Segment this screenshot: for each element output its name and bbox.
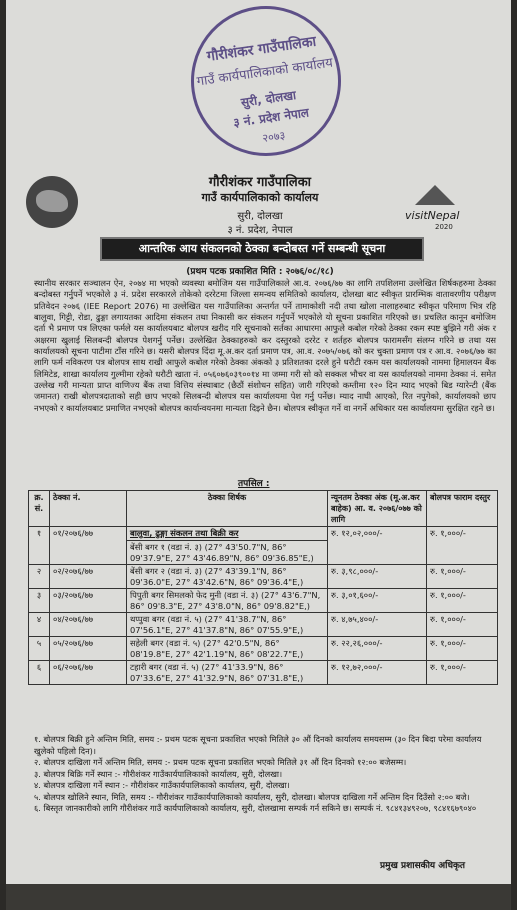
stamp-line: गौरीशंकर गाउँपालिका bbox=[205, 33, 318, 65]
note-item: ६. बिस्तृत जानकारीको लागि गौरीशंकर गाउँ कार्यपालिकाको कार्यालय, सुरी, दोलखामा सम्पर्क गर्न सकिने छ। सम्पर्क नं. ९८४१३४९२०७, ९८४१६७९०४० bbox=[34, 803, 477, 813]
table-row: ४ ०४/२०७६/७७ थप्पुवा बगर (वडा नं. ५) (27° 41'38.7"N, 86° 07'56.1"E, 27° 41'37.8"N, 86° 07'55.9"E,) रु. ४,७५,४००/- रु. १,०००/- bbox=[29, 613, 498, 637]
table-row: ३ ०३/२०७६/७७ पिपुती बगर सिमलको फेद मुनी (वडा नं. ३) (27° 43'6.7"N, 86° 09'8.3"E, 27° 43'8.0"N, 86° 09'8.82"E,) रु. ३,०१,६००/- रु. १,०००/- bbox=[29, 589, 498, 613]
notice-banner: आन्तरिक आय संकलनको ठेक्का बन्दोबस्त गर्ने सम्बन्धी सूचना bbox=[100, 237, 424, 261]
col-header: ठेक्का नं. bbox=[50, 491, 127, 527]
province: ३ नं. प्रदेश, नेपाल bbox=[227, 225, 293, 236]
stamp-line: सुरी, दोलखा bbox=[240, 88, 297, 110]
note-item: १. बोलपत्र बिक्री हुने अन्तिम मिति, समय :- प्रथम पटक सूचना प्रकाशित भएको मितिले ३० औं दिनको कार्यालय समयसम्म (३० दिन बिदा परेमा कार्यालय खुलेको पहिलो दिन)। bbox=[34, 734, 482, 756]
body-paragraph: स्थानीय सरकार सञ्चालन ऐन, २०७४ मा भएको व्यवस्था बमोजिम यस गाउँपालिकाले आ.व. २०७६/७७ का लागि तपशिलमा उल्लेखित शिर्षकहरुमा ठेक्का बन्दोबस्त गर्नुपर्ने भएकोले ३ नं. प्रदेश सरकारले तोकेको दररेटमा जिल्ला समन्वय समितिको कार्यालय, दोलखा बाट स्वीकृत प्रारम्भिक वातावरणीय परीक्षण प्रतिवेदन २०७६ (IEE Report 2076) मा उल्लेखित यस गाउँपालिका अन्तर्गत पर्ने तामाकोशी नदी तथा खोला नालाहरुबाट स्वीकृत परिमाण भित्र रहि बालुवा, गिट्टी, रोडा, ढुङ्गा लगायतका आदिमा संकलन तथा निकासी कर संकलन गर्नुपर्ने भएकोले यो सूचना प्रकाशित गरिएको छ। प्रचलित कानून बमोजिम दर्ता भै प्रमाण पत्र लिएका फर्मले यस कार्यालयबाट बोलपत्र खरीद गरि सूचनाको सर्तका आधारमा आफुले कबोल गरेको ठेक्का रकम स्पष्ट बुझिने गरी अंक र अक्षरमा खुलाई सिलबन्दी बोलपत्र पेशगर्नु पर्नेछ। उल्लेखित ठेक्काहरुको कर दस्तुरको दररेट र शर्तहरु बोलपत्र फारामसँग संलग्न गरिने छ तथा यस कार्यालयको सूचना पाटीमा टाँस गरिने छ। यसरी बोलपत्र दिंदा मू.अ.कर दर्ता प्रमाण पत्र, आ.व. २०७५/०७६ को कर चुक्ता प्रमाण पत्र र आ.व. २०७६/७७ का लागि फर्म नविकरण पत्र बोलपत्र साथ राखी आफुले कबोल गरेको ठेक्का अंकको ३ प्रतिशतका दरले हुने धरौटी रकम यस कार्यालयको नाममा हिमालयन बैंक लिमिटेड, शाखा कार्यालय गुल्मीमा रहेको धरौटी खाता नं. ०५६०७६०३९००१४ मा जम्मा गरी सो को सक्कल भौचर वा यस कार्यालयको नाममा ठेक्का नं. समेत उल्लेख गरी मान्यता प्राप्त वाणिज्य बैंक तथा वित्तिय संस्थाबाट (छैठौं संशोधन सहित) जारी गरिएको कम्तीमा १२० दिन म्याद भएको बिड ग्यारेन्टी (बैंक जमानत) राखी बोलपत्रदाताको सही छाप भएको सिलबन्दी बोलपत्र यस कार्यालयमा पेश गर्नु पर्नेछ। म्याद नाघी आएको, रित नपुगेको, कार्यालयको छाप नभएको र कार्यालयबाट प्रमाणित नभएको बोलपत्र कार्यान्वयनमा मान्यता दिइने छैन। बोलपत्र स्वीकृत गर्ने वा नगर्ने अधिकार यस कार्यालयमा सुरक्षित रहने छ। bbox=[34, 278, 496, 413]
col-header: न्यूनतम ठेक्का अंक (मू.अ.कर बाहेक) आ. व. २०७६/०७७ को लागि bbox=[328, 491, 427, 527]
municipality-title: गौरीशंकर गाउँपालिका bbox=[208, 175, 312, 190]
table-row: बेंसी बगर १ (वडा नं. ३) (27° 43'50.7"N, 86° 09'37.9"E, 27° 43'46.89"N, 86° 09'36.85"E,) bbox=[29, 541, 498, 565]
col-header: क्र. सं. bbox=[29, 491, 50, 527]
table-row: १ ०१/२०७६/७७ बालुवा, ढुङ्गा संकलन तथा बिक्री कर रु. १२,०२,०००/- रु. १,०००/- bbox=[29, 527, 498, 541]
table-row: ५ ०५/२०७६/७७ सहेली बगर (वडा नं. ५) (27° 42'0.5"N, 86° 08'19.8"E, 27° 42'1.19"N, 86° 08'22.7"E,) रु. २२,२६,०००/- रु. १,०००/- bbox=[29, 637, 498, 661]
visit-nepal-logo-icon: visitNepal 2020 bbox=[405, 185, 480, 233]
col-header: ठेक्का शिर्षक bbox=[127, 491, 328, 527]
col-header: बोलपत्र फाराम दस्तुर bbox=[427, 491, 498, 527]
office-title: गाउँ कार्यपालिकाको कार्यालय bbox=[201, 191, 319, 204]
table-row: २ ०२/२०७६/७७ बेंसी बगर २ (वडा नं. ३) (27° 43'39.1"N, 86° 09'36.0"E, 27° 43'42.6"N, 86° 09'36.4"E,) रु. ३,९८,०००/- रु. १,०००/- bbox=[29, 565, 498, 589]
note-item: ३. बोलपत्र बिक्रि गर्ने स्थान :- गौरीशंकर गाउँकार्यपालिकाको कार्यालय, सुरी, दोलखा। bbox=[34, 768, 283, 779]
note-item: ४. बोलपत्र दाखिला गर्ने स्थान :- गौरीशंकर गाउँकार्यपालिकाको कार्यालय, सुरी, दोलखा। bbox=[34, 780, 290, 790]
notes-list bbox=[34, 734, 496, 815]
background-strip bbox=[6, 884, 511, 910]
stamp-line: गाउँ कार्यपालिकाको कार्यालय bbox=[195, 55, 334, 90]
publish-date: (प्रथम पटक प्रकाशित मिति : २०७६/०८/१८) bbox=[186, 267, 334, 277]
table-header-row bbox=[29, 491, 498, 527]
stamp-line: ३ नं. प्रदेश नेपाल bbox=[232, 105, 310, 130]
place: सुरी, दोलखा bbox=[237, 211, 283, 222]
note-item: ५. बोलपत्र खोलिने स्थान, मिति, समय :- गौरीशंकर गाउँकार्यपालिकाको कार्यालय, सुरी, दोलखा। बोलपत्र दाखिला गर्ने अन्तिम दिन दिउँसो २:०० बजे। bbox=[34, 791, 470, 802]
details-heading: तपसिल : bbox=[238, 479, 270, 489]
notice-body bbox=[34, 278, 496, 414]
stamp-line: २०७३ bbox=[261, 128, 287, 145]
note-item: २. बोलपत्र दाखिला गर्ने अन्तिम मिति, समय :- प्रथम पटक सूचना प्रकाशित भएको मितिले ३१ औं दिन दिनको १२:०० बजेसम्म। bbox=[34, 757, 407, 767]
official-stamp bbox=[181, 0, 350, 166]
group-title: बालुवा, ढुङ्गा संकलन तथा बिक्री कर bbox=[127, 527, 328, 541]
signature-title: प्रमुख प्रशासकीय अधिकृत bbox=[380, 861, 466, 871]
nepal-emblem-icon bbox=[26, 176, 78, 228]
table-row: ६ ०६/२०७६/७७ टहारी बगर (वडा नं. ५) (27° 41'33.9"N, 86° 07'33.6"E, 27° 41'32.9"N, 86° 07'31.8"E,) रु. १२,७२,०००/- रु. १,०००/- bbox=[29, 661, 498, 685]
contract-table bbox=[28, 490, 498, 685]
